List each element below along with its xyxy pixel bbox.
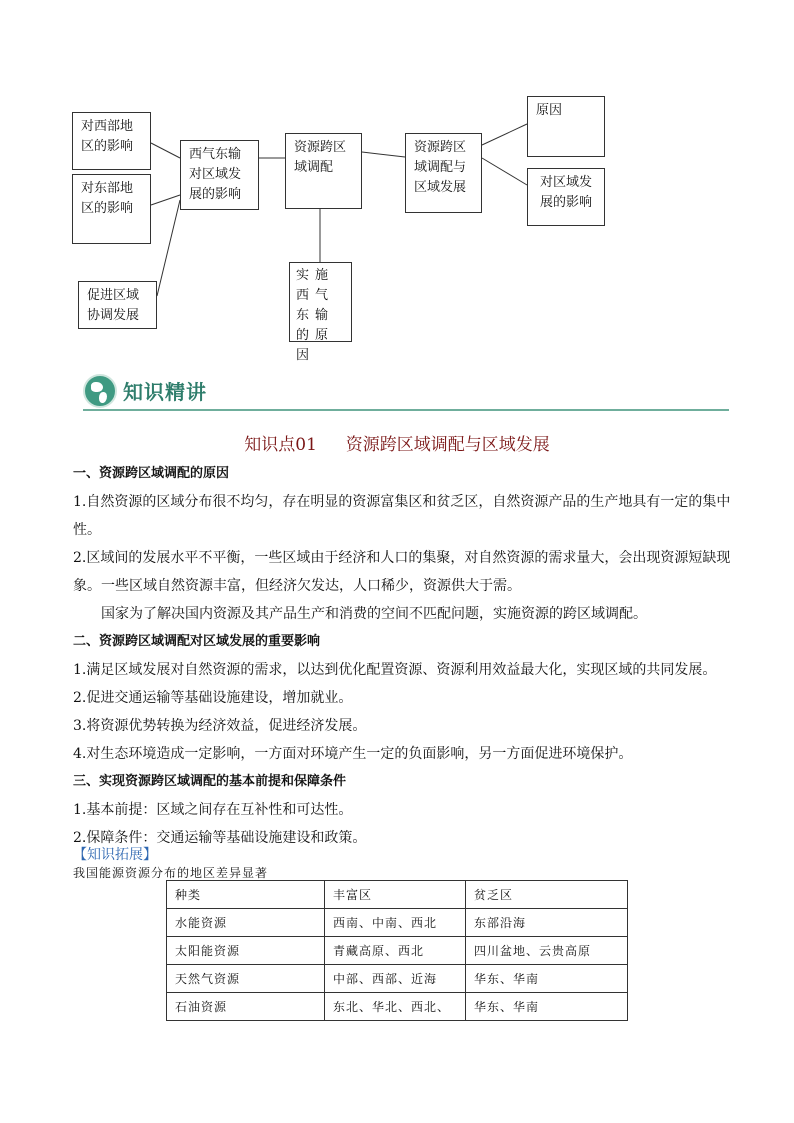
table-cell: 太阳能资源 <box>167 937 325 965</box>
paragraph-9: 2.保障条件：交通运输等基础设施建设和政策。 <box>73 830 367 846</box>
table-row <box>167 993 628 1021</box>
node-region-impact-label: 对区域发展的影响 <box>540 175 593 210</box>
paragraph-4: 1.满足区域发展对自然资源的需求，以达到优化配置资源、资源利用效益最大化，实现区域的共同发展。 <box>73 662 717 678</box>
paragraph-2: 2.区域间的发展水平不平衡，一些区域由于经济和人口的集聚，对自然资源的需求量大，会出现资源短缺现象。一些区域自然资源丰富，但经济欠发达，人口稀少，资源供大于需。 <box>73 550 731 594</box>
node-xqdsh-reason <box>289 262 352 363</box>
connector-west <box>151 143 180 158</box>
heading-3: 三、实现资源跨区域调配的基本前提和保障条件 <box>73 774 347 789</box>
node-allocation-label: 资源跨区域调配 <box>294 140 347 175</box>
extension-label: 【知识拓展】 <box>73 847 157 863</box>
table-cell: 华东、华南 <box>466 993 628 1021</box>
node-coordinate-label: 促进区域协调发展 <box>87 288 140 323</box>
connector-dev-reason <box>482 124 527 145</box>
paragraph-1: 1.自然资源的区域分布很不均匀，存在明显的资源富集区和贫乏区，自然资源产品的生产地具有一定的集中性。 <box>73 494 731 538</box>
node-west-impact-label: 对西部地区的影响 <box>81 119 134 154</box>
table-cell: 东部沿海 <box>466 909 628 937</box>
table-cell: 水能资源 <box>167 909 325 937</box>
paragraph-3: 国家为了解决国内资源及其产品生产和消费的空间不匹配问题，实施资源的跨区域调配。 <box>101 606 647 622</box>
node-east-impact <box>72 174 151 244</box>
node-allocation <box>285 133 362 209</box>
node-reason <box>527 96 605 157</box>
paragraph-8: 1.基本前提：区域之间存在互补性和可达性。 <box>73 802 353 818</box>
paragraph-5: 2.促进交通运输等基础设施建设，增加就业。 <box>73 690 353 706</box>
table-cell: 青藏高原、西北 <box>325 937 466 965</box>
heading-2: 二、资源跨区域调配对区域发展的重要影响 <box>73 634 321 649</box>
table-row <box>167 909 628 937</box>
section-title: 知识精讲 <box>123 380 207 404</box>
node-alloc-dev <box>405 133 482 213</box>
knowledge-point-title <box>0 430 794 455</box>
table-header-row <box>167 881 628 909</box>
knowledge-point-text: 资源跨区域调配与区域发展 <box>345 435 550 455</box>
connector-dev-impact <box>482 158 527 185</box>
node-xqdsh-impact-label: 西气东输对区域发展的影响 <box>189 147 242 202</box>
section-header <box>83 372 729 412</box>
table-cell: 中部、西部、近海 <box>325 965 466 993</box>
table-cell: 四川盆地、云贵高原 <box>466 937 628 965</box>
table-cell: 西南、中南、西北 <box>325 909 466 937</box>
node-region-impact <box>527 168 605 226</box>
table-cell: 天然气资源 <box>167 965 325 993</box>
table-header-cell: 丰富区 <box>325 881 466 909</box>
table-caption: 我国能源资源分布的地区差异显著 <box>73 866 269 880</box>
connector-east <box>151 195 180 205</box>
heading-1: 一、资源跨区域调配的原因 <box>73 466 230 481</box>
table-header-cell: 种类 <box>167 881 325 909</box>
table-cell: 华东、华南 <box>466 965 628 993</box>
node-xqdsh-reason-label: 实施西气东输的原因 <box>296 268 335 363</box>
knowledge-point-number: 知识点01 <box>244 435 317 455</box>
paragraph-6: 3.将资源优势转换为经济效益，促进经济发展。 <box>73 718 367 734</box>
node-east-impact-label: 对东部地区的影响 <box>81 181 134 216</box>
table-cell: 石油资源 <box>167 993 325 1021</box>
node-alloc-dev-label: 资源跨区域调配与区域发展 <box>414 140 467 195</box>
table-cell: 东北、华北、西北、 <box>325 993 466 1021</box>
energy-resource-table <box>166 880 628 1021</box>
table-row <box>167 937 628 965</box>
section-divider <box>83 409 729 411</box>
table-row <box>167 965 628 993</box>
node-coordinate <box>78 281 157 329</box>
connector-allocation-dev <box>362 152 405 157</box>
paragraph-7: 4.对生态环境造成一定影响，一方面对环境产生一定的负面影响，另一方面促进环境保护。 <box>73 746 633 762</box>
table-header-cell: 贫乏区 <box>466 881 628 909</box>
content-body <box>73 460 733 852</box>
node-west-impact <box>72 112 151 170</box>
globe-icon <box>83 374 117 408</box>
node-reason-label: 原因 <box>536 103 563 118</box>
node-xqdsh-impact <box>180 140 259 210</box>
connector-coordinate <box>157 200 180 296</box>
